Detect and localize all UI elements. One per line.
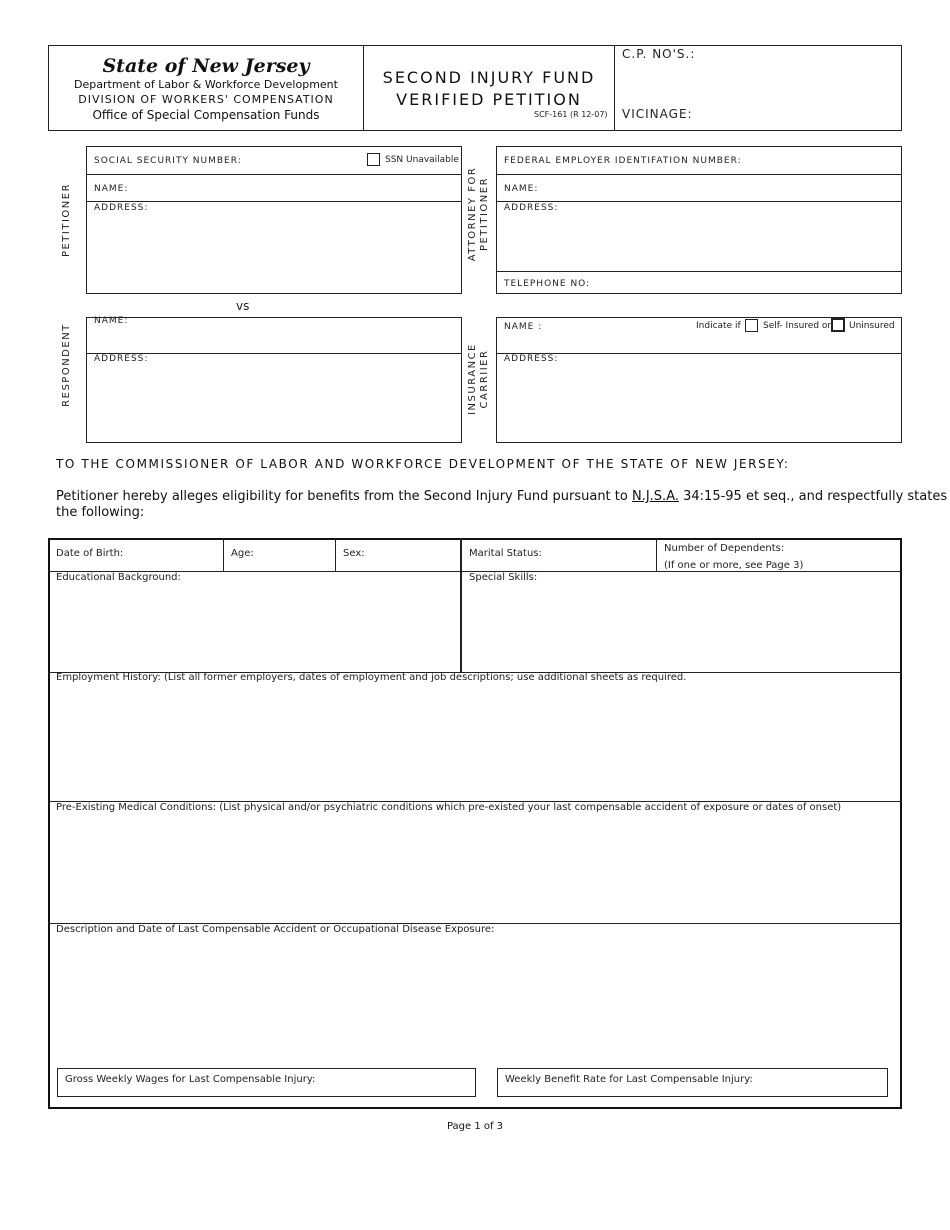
education-field[interactable] xyxy=(56,586,456,668)
special-skills-label: Special Skills: xyxy=(469,572,538,583)
ssn-unavailable-label: SSN Unavailable xyxy=(385,155,459,165)
gross-wages-label: Gross Weekly Wages for Last Compensable Injury: xyxy=(65,1074,316,1085)
respondent-address-label: ADDRESS: xyxy=(94,354,149,364)
petitioner-address-field[interactable] xyxy=(94,216,458,290)
attorney-side-label: ATTORNEY FOR PETITIONER xyxy=(467,166,490,262)
sex-label: Sex: xyxy=(343,548,365,559)
respondent-name-label: NAME: xyxy=(94,316,129,326)
insurance-name-label: NAME : xyxy=(504,322,543,332)
cp-nos-label: C.P. NO'S.: xyxy=(622,47,696,61)
insurance-address-field[interactable] xyxy=(504,368,898,438)
petitioner-address-label: ADDRESS: xyxy=(94,203,149,213)
petitioner-side-label: PETITIONER xyxy=(61,182,72,258)
marital-status-label: Marital Status: xyxy=(469,548,542,559)
form-code: SCF-161 (R 12-07) xyxy=(534,110,608,119)
respondent-name-field[interactable] xyxy=(94,330,458,350)
accident-description-field[interactable] xyxy=(56,940,896,1062)
fein-label: FEDERAL EMPLOYER IDENTIFATION NUMBER: xyxy=(504,156,742,166)
ssn-unavailable-checkbox[interactable] xyxy=(367,153,380,166)
employment-history-field[interactable] xyxy=(56,688,896,796)
office-name: Office of Special Compensation Funds xyxy=(92,108,320,122)
vicinage-label: VICINAGE: xyxy=(622,107,693,121)
self-insured-label: Self- Insured or xyxy=(763,321,832,331)
insurance-address-label: ADDRESS: xyxy=(504,354,559,364)
medical-conditions-label: Pre-Existing Medical Conditions: (List physical and/or psychiatric conditions which pre-existed your last compensable accident of exposure or dates of onset) xyxy=(56,802,842,813)
uninsured-label: Uninsured xyxy=(849,321,895,331)
allegation-paragraph: Petitioner hereby alleges eligibility for benefits from the Second Injury Fund pursuant to N.J.S.A. 34:15-95 et seq., and respectfully states the following: xyxy=(56,489,948,520)
indicate-if-label: Indicate if xyxy=(696,321,741,331)
petitioner-name-field[interactable] xyxy=(140,178,458,198)
telephone-label: TELEPHONE NO: xyxy=(504,279,591,289)
benefit-rate-label: Weekly Benefit Rate for Last Compensable Injury: xyxy=(505,1074,753,1085)
page-number: Page 1 of 3 xyxy=(446,1121,504,1132)
dependents-label: Number of Dependents: xyxy=(664,543,785,554)
uninsured-checkbox[interactable] xyxy=(831,318,845,332)
versus-label: vs xyxy=(236,299,250,313)
medical-conditions-field[interactable] xyxy=(56,818,896,918)
respondent-side-label: RESPONDENT xyxy=(61,323,72,407)
statute-citation: N.J.S.A. xyxy=(631,489,679,504)
self-insured-checkbox[interactable] xyxy=(745,319,758,332)
attorney-address-label: ADDRESS: xyxy=(504,203,559,213)
respondent-address-field[interactable] xyxy=(94,368,458,438)
insurance-side-label: INSURANCE CARRIIER xyxy=(467,343,490,415)
commissioner-heading: TO THE COMMISSIONER OF LABOR AND WORKFORCE DEVELOPMENT OF THE STATE OF NEW JERSEY: xyxy=(56,457,790,471)
form-title: SECOND INJURY FUND VERIFIED PETITION xyxy=(382,68,596,109)
accident-description-label: Description and Date of Last Compensable Accident or Occupational Disease Exposure: xyxy=(56,924,495,935)
special-skills-field[interactable] xyxy=(469,586,897,668)
dob-label: Date of Birth: xyxy=(56,548,124,559)
age-label: Age: xyxy=(231,548,254,559)
dependents-note: (If one or more, see Page 3) xyxy=(664,560,804,571)
attorney-address-field[interactable] xyxy=(504,216,898,268)
division-name: DIVISION OF WORKERS' COMPENSATION xyxy=(78,93,334,106)
state-seal-title: State of New Jersey xyxy=(102,55,310,77)
education-label: Educational Background: xyxy=(56,572,181,583)
department-name: Department of Labor & Workforce Development xyxy=(74,78,338,91)
agency-block xyxy=(49,54,363,123)
ssn-label: SOCIAL SECURITY NUMBER: xyxy=(94,156,242,166)
attorney-name-label: NAME: xyxy=(504,184,539,194)
attorney-name-field[interactable] xyxy=(550,178,898,198)
petitioner-name-label: NAME: xyxy=(94,184,129,194)
employment-history-label: Employment History: (List all former employers, dates of employment and job descriptions; use additional sheets as required. xyxy=(56,672,687,683)
